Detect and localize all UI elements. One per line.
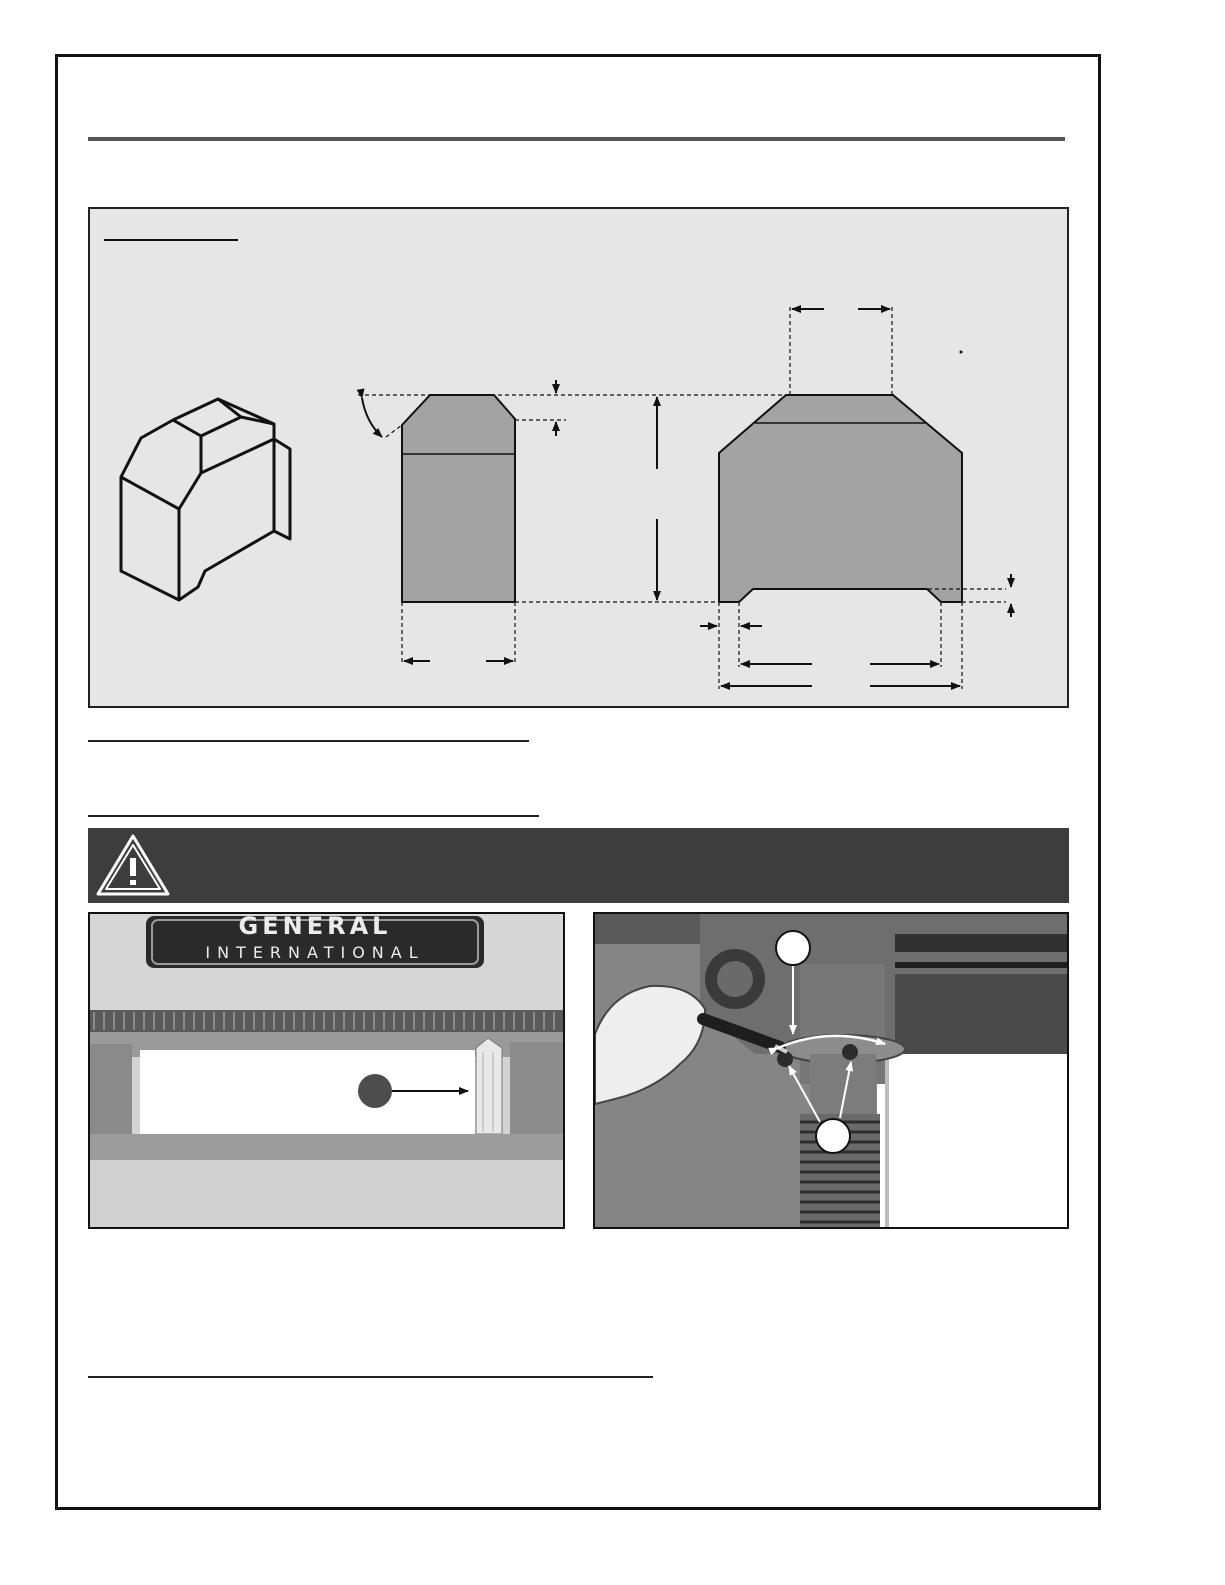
section-heading-rule-2: [88, 815, 539, 817]
marker-dot: [960, 351, 963, 354]
front-profile: [719, 395, 962, 602]
warning-banner: [88, 828, 1069, 903]
brand-logo: [146, 914, 484, 968]
diagram-panel: [88, 207, 1069, 708]
photo-column-adjustment: [593, 912, 1069, 1229]
callout-circle-wood-block: [358, 1074, 392, 1108]
warning-triangle-icon: [88, 828, 1069, 903]
dimension-drawing: [90, 209, 1071, 710]
logo-sub-text: INTERNATIONAL: [205, 943, 425, 962]
logo-brand-text: GENERAL: [238, 914, 392, 940]
planer-front-illustration: [90, 914, 565, 1229]
section-heading-rule-1: [88, 740, 529, 742]
wood-block: [476, 1038, 502, 1134]
photo-planer-front: [88, 912, 565, 1229]
callout-circle-bottom: [816, 1119, 850, 1153]
header-rule: [88, 137, 1065, 141]
side-profile: [402, 395, 515, 602]
isometric-block-sketch: [121, 399, 290, 600]
callout-circle-top: [776, 931, 810, 965]
section-heading-rule-3: [88, 1376, 653, 1378]
bevel-angle-arc: [362, 398, 382, 437]
column-adjustment-illustration: [595, 914, 1069, 1229]
